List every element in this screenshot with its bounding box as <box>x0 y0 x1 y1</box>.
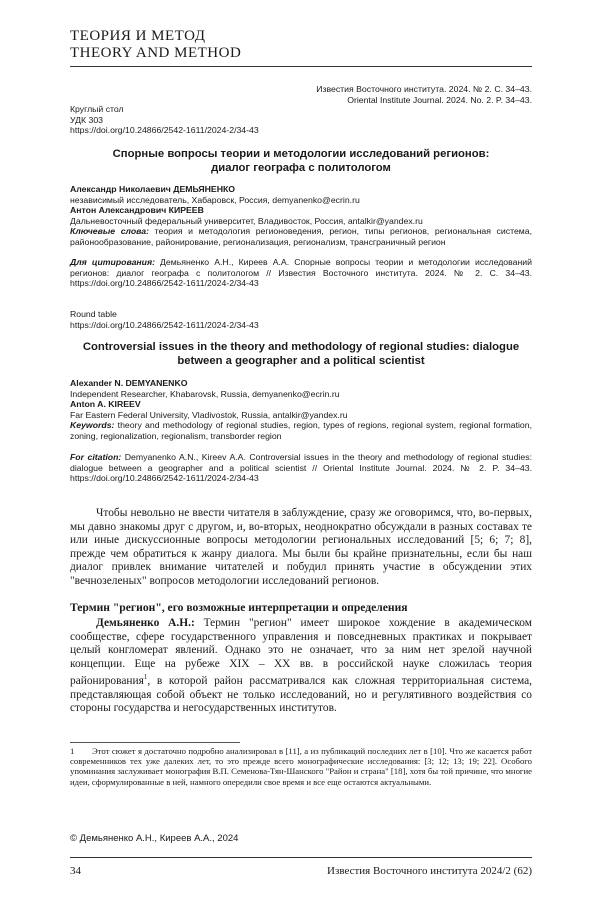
journal-citation-ru: Известия Восточного института. 2024. № 2. С. 34–43. <box>316 84 532 94</box>
paragraph-1-text-b: , в которой район рассматривался как сложная территориальная система, представляющая собой объект не только исследований, но и регулятивного воздействия со стороны государства и негосударственных институтов. <box>70 675 532 715</box>
author1-affiliation-en: Independent Researcher, Khabarovsk, Russia, demyanenko@ecrin.ru <box>70 388 340 399</box>
author1-affiliation-ru: независимый исследователь, Хабаровск, Россия, demyanenko@ecrin.ru <box>70 194 360 205</box>
subheading: Термин "регион", его возможные интерпретации и определения <box>70 601 408 614</box>
keywords-text-en: theory and methodology of regional studies, region, types of regions, regional system, regional formation, zoning, regionalization, regionalism, transborder region <box>70 420 532 441</box>
citation-label-ru: Для цитирования: <box>70 257 155 267</box>
footer-rule <box>70 857 532 858</box>
journal-footer: Известия Восточного института 2024/2 (62) <box>327 865 532 877</box>
paragraph-1 <box>70 617 532 716</box>
speaker-label: Демьяненко А.Н.: <box>96 617 195 629</box>
citation-en <box>70 452 532 484</box>
author1-name-en: Alexander N. DEMYANENKO <box>70 378 188 388</box>
author2-affiliation-en: Far Eastern Federal University, Vladivostok, Russia, antalkir@yandex.ru <box>70 409 348 420</box>
footnote <box>70 746 532 787</box>
article-title-en <box>70 340 532 368</box>
citation-ru <box>70 257 532 289</box>
keywords-en <box>70 420 532 441</box>
header-rule <box>70 66 532 67</box>
author1-name-ru: Александр Николаевич ДЕМЬЯНЕНКО <box>70 184 236 194</box>
doi-link-ru[interactable]: https://doi.org/10.24866/2542-1611/2024-2/34-43 <box>70 125 259 136</box>
keywords-text-ru: теория и методология регионоведения, регион, типы регионов, региональная система, районообразование, районирование, регионализация, регионализм, трансграничный регион <box>70 226 532 247</box>
intro-paragraph: Чтобы невольно не ввести читателя в заблуждение, сразу же оговоримся, что, во-первых, мы давно знакомы друг с другом, и, во-вторых, неоднократно обсуждали в разных составах те или иные дискуссионные вопросы методологии региональных исследований [5; 6; 7; 8], прежде чем обратиться к жанру диалога. Мы были бы крайне признательны, если бы наш диалог привлек внимание читателей и побудил принять участие в обсуждении этих "вечнозеленых" вопросов методологии исследований регионов. <box>70 507 532 587</box>
doi-link-en[interactable]: https://doi.org/10.24866/2542-1611/2024-2/34-43 <box>70 319 259 330</box>
section-heading-en: THEORY AND METHOD <box>70 45 242 61</box>
footnote-number: 1 <box>70 746 75 756</box>
en-meta <box>70 309 532 330</box>
section-heading <box>70 28 241 62</box>
page-number: 34 <box>70 865 81 877</box>
article-title-ru <box>70 147 532 175</box>
article-type-en: Round table <box>70 309 117 319</box>
ru-meta <box>70 104 532 136</box>
journal-citation <box>316 84 532 105</box>
footnote-rule <box>70 742 240 743</box>
citation-label-en: For citation: <box>70 452 122 462</box>
keywords-ru <box>70 226 532 247</box>
title-en-line2: between a geographer and a political scientist <box>177 355 425 367</box>
title-ru-line1: Спорные вопросы теории и методологии исследований регионов: <box>112 148 490 160</box>
udk: УДК 303 <box>70 114 103 125</box>
footnote-ref[interactable]: 1 <box>143 673 148 682</box>
citation-text-en: Demyanenko A.N., Kireev A.A. Controversial issues in the theory and methodology of regional studies: dialogue between a geographer and a political scientist // Oriental Institute Journal. 2024. № 2. P. 34–43. https://doi.org/10.24866/2542-1611/2024-2/34-43 <box>70 452 532 484</box>
authors-en <box>70 378 532 442</box>
keywords-label-en: Keywords: <box>70 420 115 431</box>
title-en-line1: Controversial issues in the theory and methodology of regional studies: dialogue <box>82 341 520 353</box>
title-ru-line2: диалог географа с политологом <box>211 162 391 174</box>
citation-text-ru: Демьяненко А.Н., Киреев А.А. Спорные вопросы теории и методологии исследований регионов: диалог географа с политологом // Известия Восточного института. 2024. № 2. С. 34–43. https://doi.org/10.24866/2542-1611/2024-2/34-43 <box>70 257 532 289</box>
author2-name-en: Anton A. KIREEV <box>70 399 141 410</box>
author2-name-ru: Антон Александрович КИРЕЕВ <box>70 205 204 216</box>
section-heading-ru: ТЕОРИЯ И МЕТОД <box>70 28 206 44</box>
authors-ru <box>70 184 532 248</box>
article-type-ru: Круглый стол <box>70 104 124 114</box>
footnote-text: Этот сюжет я достаточно подробно анализировал в [11], а из публикаций последних лет в [10]. Что же касается работ современников тех уже далеких лет, то это прежде всего монографические исследования: [3; 12; 13; 19; 22]. Особого упоминания заслуживает монография В.П. Семенова-Тян-Шанского "Район и страна" [18], хотя бы той причине, что многие идеи, сформулированные в ней, намного опередили свое время и все еще остаются актуальными. <box>70 746 532 787</box>
author2-affiliation-ru: Дальневосточный федеральный университет, Владивосток, Россия, antalkir@yandex.ru <box>70 215 423 226</box>
paragraph-1-text-a: Термин "регион" имеет широкое хождение в академическом сообществе, сфере государственного управления и повседневных практиках и покрывает целый конгломерат явлений. Однако это не означает, что за ним нет зрелой научной концепции. Еще на рубеже XIX – XX вв. в российской науке сложилась теория районирования <box>70 617 532 688</box>
journal-citation-en: Oriental Institute Journal. 2024. No. 2. P. 34–43. <box>347 94 532 105</box>
copyright: © Демьяненко А.Н., Киреев А.А., 2024 <box>70 833 239 844</box>
keywords-label-ru: Ключевые слова: <box>70 226 150 237</box>
